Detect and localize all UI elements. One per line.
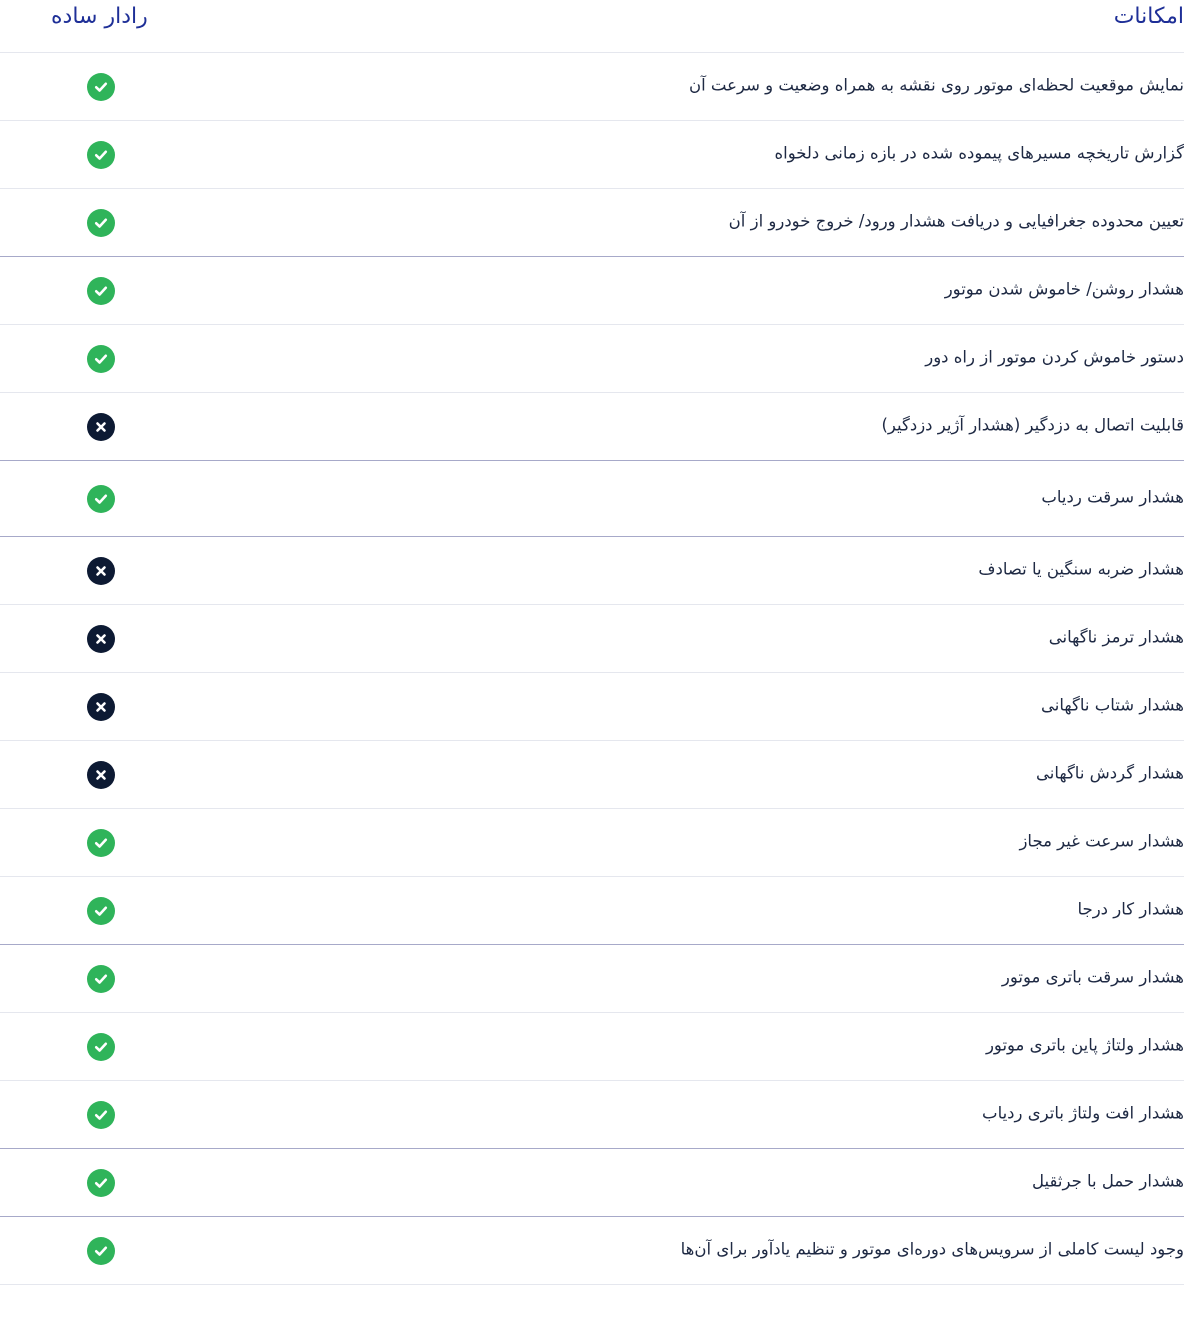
table-row [0,877,1184,945]
table-row [0,325,1184,393]
feature-label: نمایش موقعیت لحظه‌ای موتور روی نقشه به همراه وضعیت و سرعت آن [688,75,1184,94]
check-icon [87,1169,115,1197]
check-icon [87,1033,115,1061]
table-row [0,1149,1184,1217]
table-row [0,189,1184,257]
feature-label: دستور خاموش کردن موتور از راه دور [925,347,1184,366]
check-icon [87,1101,115,1129]
table-header [0,0,1184,53]
feature-label: وجود لیست کاملی از سرویس‌های دوره‌ای موتور و تنظیم یادآور برای آن‌ها [680,1239,1184,1258]
feature-label: هشدار سرقت ردیاب [1041,487,1184,506]
check-icon [87,897,115,925]
cross-icon [87,761,115,789]
table-row [0,121,1184,189]
table-row [0,537,1184,605]
feature-label: هشدار گردش ناگهانی [1035,763,1184,782]
check-icon [87,1237,115,1265]
feature-label: هشدار شتاب ناگهانی [1041,695,1184,714]
cross-icon [87,625,115,653]
product-column-header: رادار ساده [51,4,148,29]
feature-label: هشدار ولتاژ پاین باتری موتور [985,1035,1184,1054]
cross-icon [87,693,115,721]
cross-icon [87,557,115,585]
table-row [0,809,1184,877]
feature-label: هشدار کار درجا [1077,899,1184,918]
feature-label: هشدار روشن/ خاموش شدن موتور [944,279,1184,298]
table-row [0,945,1184,1013]
cross-icon [87,413,115,441]
table-row [0,393,1184,461]
table-row [0,1013,1184,1081]
feature-label: قابلیت اتصال به دزدگیر (هشدار آژیر دزدگیر) [881,415,1184,434]
check-icon [87,829,115,857]
feature-label: هشدار ترمز ناگهانی [1048,627,1184,646]
feature-label: هشدار افت ولتاژ باتری ردیاب [982,1103,1184,1122]
check-icon [87,141,115,169]
table-row [0,741,1184,809]
feature-label: تعیین محدوده جغرافیایی و دریافت هشدار ورود/ خروج خودرو از آن [728,211,1184,230]
feature-label: هشدار سرعت غیر مجاز [1019,831,1184,850]
check-icon [87,209,115,237]
table-body [0,53,1184,1285]
table-row [0,1081,1184,1149]
table-row [0,461,1184,537]
feature-label: هشدار حمل با جرثقیل [1032,1171,1184,1190]
table-row [0,1217,1184,1285]
features-column-header: امکانات [1113,4,1184,29]
check-icon [87,277,115,305]
table-row [0,257,1184,325]
table-row [0,673,1184,741]
check-icon [87,73,115,101]
feature-label: گزارش تاریخچه مسیرهای پیموده شده در بازه زمانی دلخواه [774,143,1184,162]
feature-label: هشدار ضربه سنگین یا تصادف [978,559,1184,578]
check-icon [87,485,115,513]
table-row [0,605,1184,673]
feature-label: هشدار سرقت باتری موتور [1001,967,1184,986]
check-icon [87,345,115,373]
check-icon [87,965,115,993]
table-row [0,53,1184,121]
